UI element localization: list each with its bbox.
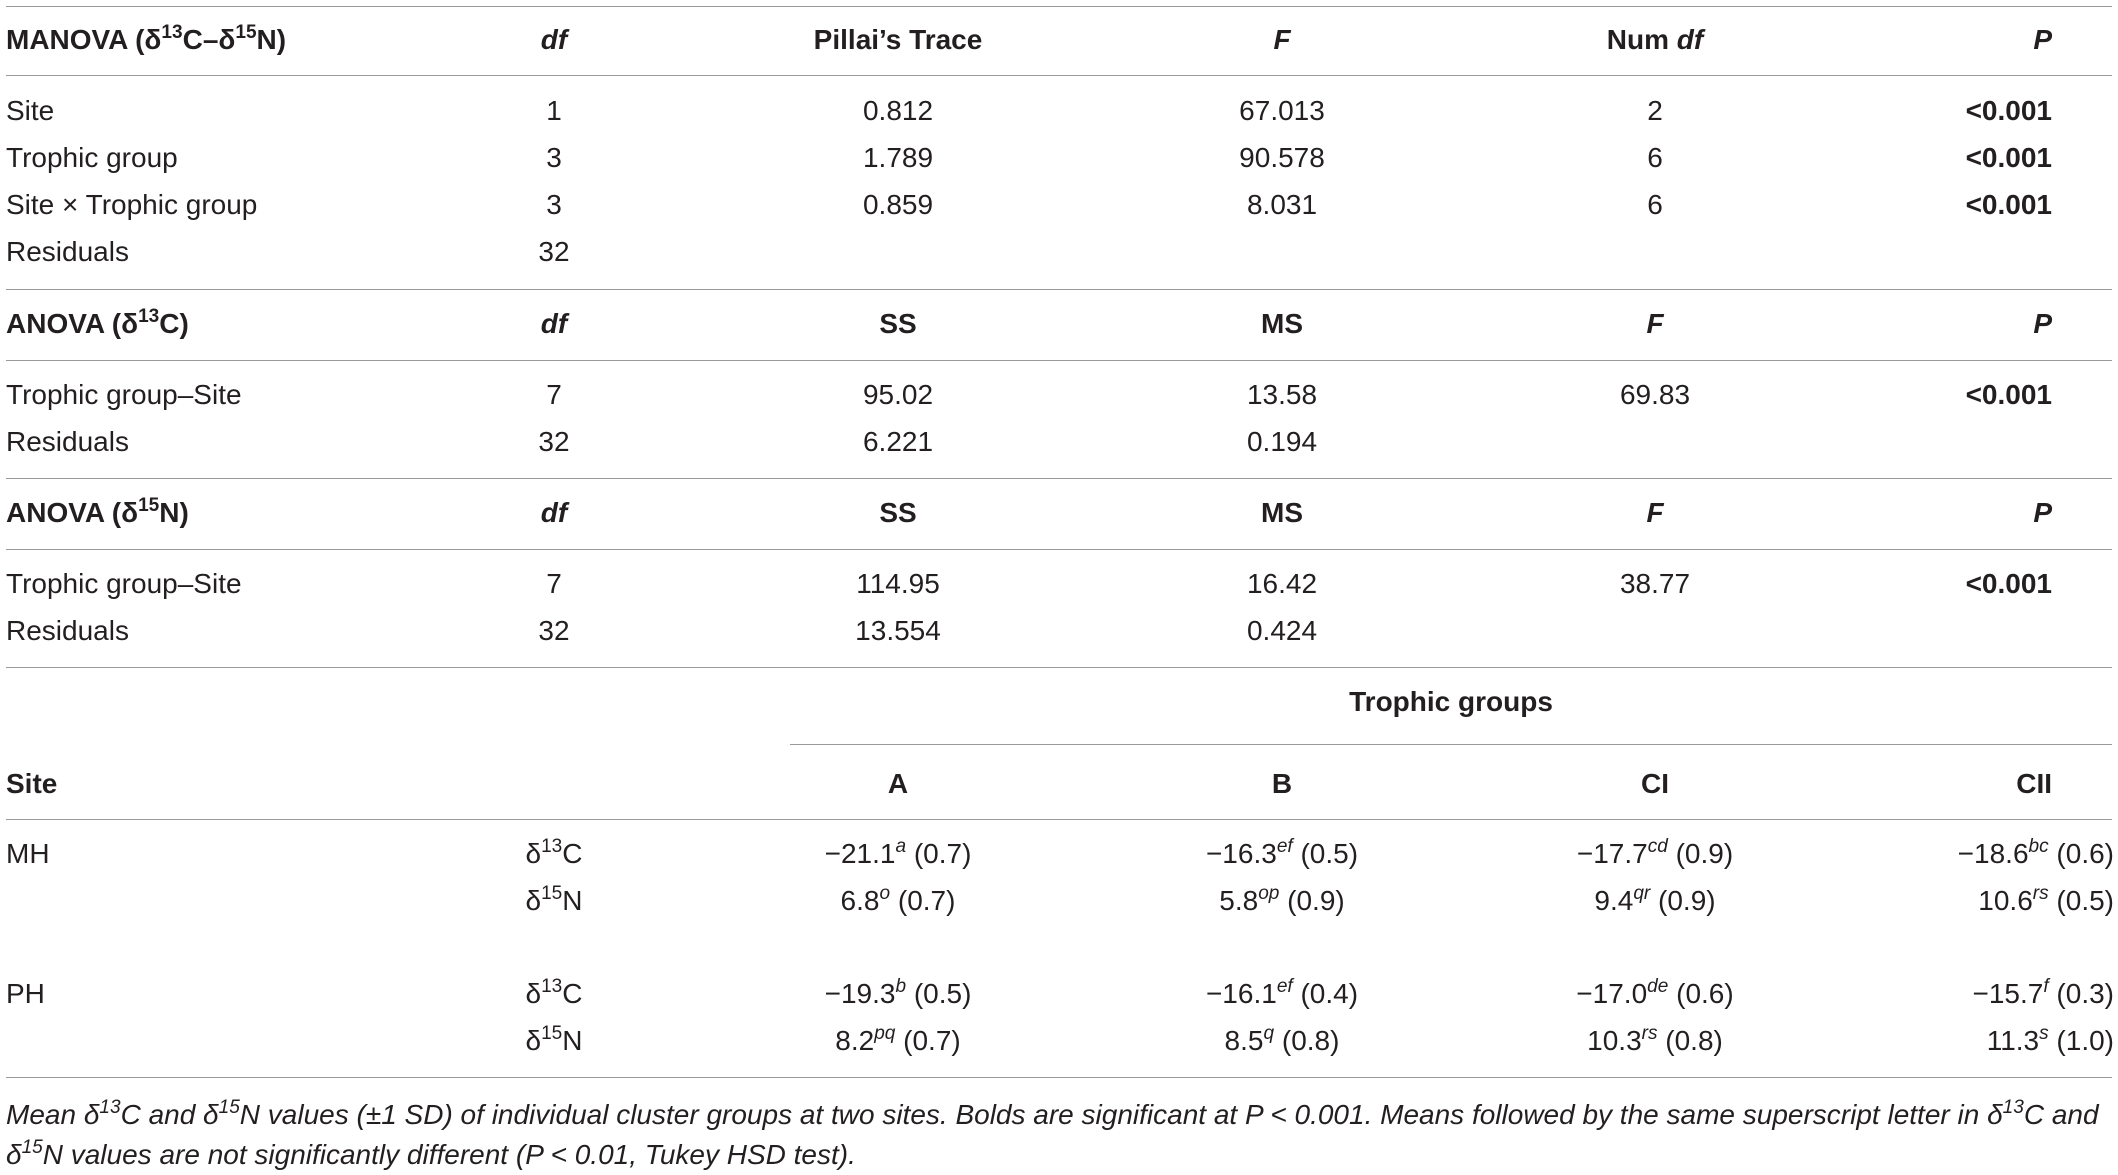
rule-anova-c-header xyxy=(6,360,2112,361)
group-cii-header: CII xyxy=(2016,768,2052,799)
site-name: MH xyxy=(6,838,50,869)
group-b-header: B xyxy=(1271,768,1293,799)
p-value: <0.001 xyxy=(1965,379,2052,410)
row-label: Residuals xyxy=(6,615,129,646)
anova-c-title: ANOVA $(\delta^{13}C)$ xyxy=(6,305,189,339)
stat-value: 1.789 xyxy=(862,142,934,173)
isotope-label-n: $\delta^{15}N$ xyxy=(525,1022,583,1056)
df-value: 3 xyxy=(546,142,562,173)
mean-value: 11.3$^s$ (1.0) xyxy=(1986,1022,2114,1056)
row-label: Residuals xyxy=(6,426,129,457)
rule-means-header xyxy=(6,819,2112,820)
stat-value: 2 xyxy=(1647,95,1663,126)
stat-value: 67.013 xyxy=(1239,95,1325,126)
site-header: Site xyxy=(6,768,58,799)
df-value: 1 xyxy=(546,95,562,126)
rule-anova-c-top xyxy=(6,289,2112,290)
mean-value: $9.4^{qr}$ (0.9) xyxy=(1594,882,1716,916)
df-value: 3 xyxy=(546,189,562,220)
stat-value: 6.221 xyxy=(862,426,934,457)
mean-value: $5.8^{op}$ (0.9) xyxy=(1219,882,1345,916)
anova-c-f-header: F xyxy=(1646,308,1664,339)
isotope-label-n: $\delta^{15}N$ xyxy=(525,882,583,916)
group-a-header: A xyxy=(887,768,909,799)
mean-value: 6.8$^o$ (0.7) xyxy=(840,882,956,916)
anova-n-ms-header: MS xyxy=(1261,497,1303,528)
stat-value: 8.031 xyxy=(1246,189,1318,220)
manova-pillai-header: Pillai’s Trace xyxy=(813,24,983,55)
p-value: <0.001 xyxy=(1965,568,2052,599)
stat-value: 114.95 xyxy=(856,568,940,599)
df-value: 32 xyxy=(538,426,570,457)
stat-value: 90.578 xyxy=(1239,142,1325,173)
row-label: Site xyxy=(6,95,55,126)
anova-c-df-header: df xyxy=(540,308,568,339)
anova-n-title: ANOVA $(\delta^{15}N)$ xyxy=(6,494,189,528)
mean-value: 8.5$^q$ (0.8) xyxy=(1224,1022,1340,1056)
rule-manova-header xyxy=(6,75,2112,76)
mean-value: $10.3^{rs}$ (0.8) xyxy=(1587,1022,1723,1056)
stat-value: 13.554 xyxy=(855,615,941,646)
row-label: Residuals xyxy=(6,236,129,267)
mean-value: −17.0de (0.6) xyxy=(1576,975,1734,1009)
trophic-groups-spanner: Trophic groups xyxy=(1349,686,1553,717)
isotope-label-c: $\delta^{13}C$ xyxy=(525,975,583,1009)
stat-value: 6 xyxy=(1647,142,1663,173)
table-caption: Mean $\delta^{13}C$ and $\delta^{15}N$ values (±1 SD) of individual cluster groups at two sites. Bolds are significant at P < 0.001. Means followed by the same superscript letter in $\delta^{13}C$ and $\delta^{15}N$ values are not significantly different (P < 0.01, Tukey HSD test). xyxy=(6,1096,2099,1170)
stat-value: 38.77 xyxy=(1619,568,1691,599)
rule-top xyxy=(6,6,2112,7)
manova-title: MANOVA $(\delta^{13}C-\delta^{15}N)$ xyxy=(6,21,287,55)
group-ci-header: CI xyxy=(1641,768,1669,799)
manova-df-header: df xyxy=(540,24,568,55)
stat-value: 16.42 xyxy=(1246,568,1318,599)
anova-n-df-header: df xyxy=(540,497,568,528)
stat-value: 0.424 xyxy=(1246,615,1318,646)
isotope-label-c: $\delta^{13}C$ xyxy=(525,835,583,869)
mean-value: −18.6$^{bc}$ (0.6) xyxy=(1957,835,2114,869)
stat-value: 0.194 xyxy=(1246,426,1318,457)
stat-value: 6 xyxy=(1647,189,1663,220)
stat-value: 69.83 xyxy=(1619,379,1691,410)
anova-c-p-header: P xyxy=(2033,308,2052,339)
df-value: 32 xyxy=(538,615,570,646)
mean-value: $8.2^{pq}$ (0.7) xyxy=(835,1022,961,1056)
mean-value: $10.6^{rs}$ (0.5) xyxy=(1978,882,2114,916)
anova-n-f-header: F xyxy=(1646,497,1664,528)
p-value: <0.001 xyxy=(1965,189,2052,220)
rule-anova-n-top xyxy=(6,478,2112,479)
mean-value: −21.1$^a$ (0.7) xyxy=(824,835,972,869)
df-value: 7 xyxy=(546,379,562,410)
rule-anova-n-header xyxy=(6,549,2112,550)
p-value: <0.001 xyxy=(1965,95,2052,126)
row-label: Site × Trophic group xyxy=(6,189,258,220)
df-value: 7 xyxy=(546,568,562,599)
row-label: Trophic group–Site xyxy=(6,568,242,599)
manova-p-header: P xyxy=(2033,24,2052,55)
stat-value: 95.02 xyxy=(862,379,934,410)
p-value: <0.001 xyxy=(1965,142,2052,173)
anova-n-ss-header: SS xyxy=(879,497,917,528)
stat-value: 13.58 xyxy=(1246,379,1318,410)
manova-f-header: F xyxy=(1273,24,1291,55)
df-value: 32 xyxy=(538,236,570,267)
anova-n-p-header: P xyxy=(2033,497,2052,528)
anova-c-ms-header: MS xyxy=(1261,308,1303,339)
row-label: Trophic group–Site xyxy=(6,379,242,410)
rule-bottom xyxy=(6,1077,2112,1078)
mean-value: −19.3$^b$ (0.5) xyxy=(824,975,972,1009)
stat-value: 0.812 xyxy=(862,95,934,126)
mean-value: −16.3$^{ef}$ (0.5) xyxy=(1205,835,1359,869)
rule-spanner xyxy=(790,744,2112,745)
site-name: PH xyxy=(6,978,45,1009)
stat-value: 0.859 xyxy=(862,189,934,220)
mean-value: −15.7$^f$ (0.3) xyxy=(1972,975,2114,1009)
manova-numdf-header: Num df xyxy=(1606,24,1704,55)
mean-value: −17.7$^{cd}$ (0.9) xyxy=(1576,835,1734,869)
rule-means-top xyxy=(6,667,2112,668)
mean-value: −16.1$^{ef}$ (0.4) xyxy=(1205,975,1359,1009)
row-label: Trophic group xyxy=(6,142,178,173)
anova-c-ss-header: SS xyxy=(879,308,917,339)
